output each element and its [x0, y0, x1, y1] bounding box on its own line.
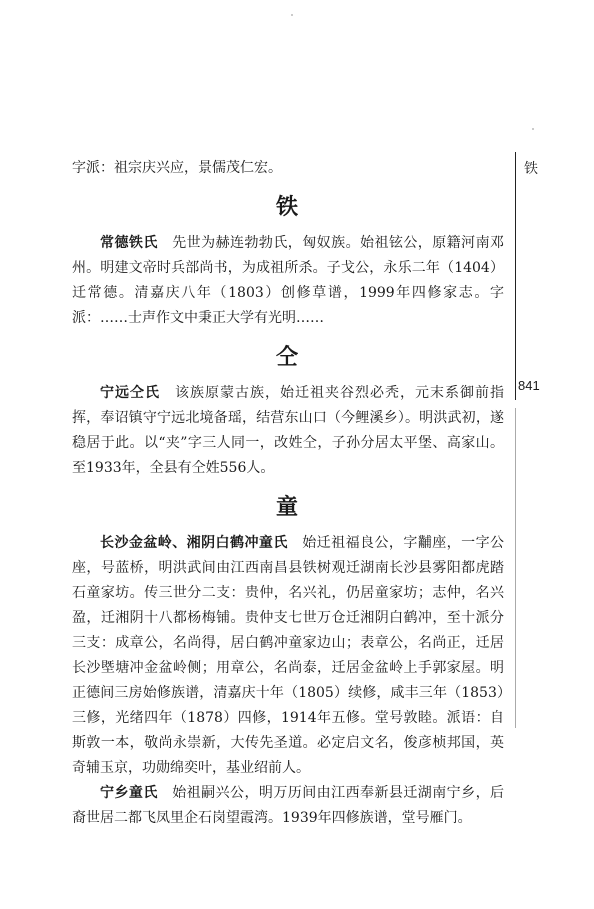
section-heading: 仝: [275, 344, 300, 370]
section-heading: 铁: [275, 194, 300, 220]
page-number: 841: [518, 378, 540, 393]
entry-name: 宁乡童氏: [100, 785, 158, 801]
entry-text: 始迁祖福良公，字黼座，一字公座，号蓝桥，明洪武间由江西南昌县铁树观迁湖南长沙县雾阳都虎踏石童家坊。传三世分二支：贵仲，名兴礼，仍居童家坊；志仲，名兴盈，迁湘阴十八都杨梅铺。贵仲支七世万仓迁湘阴白鹤冲，至十派分三支：成章公，名尚得，居白鹤冲童家边山；表章公，名尚正，迁居长沙塈塘冲金盆岭侧；用章公，名尚泰，迁居金盆岭上手郭家屋。明正德间三房始修族谱，清嘉庆十年（1805）续修，咸丰三年（1853）三修，光绪四年（1878）四修，1914年五修。堂号敦睦。派语：自斯敦一本，敬尚永崇新，大传先圣道。必定启文名，俊彦桢邦国，英奇辅玉京，功勋绵奕叶，基业绍前人。: [72, 535, 505, 776]
text-column: [72, 156, 504, 831]
section-tong: [72, 487, 504, 831]
section-heading: 童: [275, 494, 300, 520]
entry-text: 始祖嗣兴公，明万历间由江西奉新县迁湖南宁乡，后裔世居二都飞凤里企石岗望霞湾。1939年四修族谱，堂号雁门。: [72, 785, 505, 826]
entry-name: 长沙金盆岭、湘阴白鹤冲童氏: [100, 535, 288, 551]
entry-text: 该族原蒙古族，始迁祖夹谷烈必秃，元末系御前指挥，奉诏镇守宁远北境备瑶，结营东山口（今鲤溪乡）。明洪武初，遂稳居于此。以“夹”字三人同一，改姓仝，子孙分居太平堡、高家山。至1933年，全县有仝姓556人。: [72, 385, 504, 476]
entry-paragraph: [72, 381, 504, 481]
margin-rule: [515, 152, 516, 400]
side-tab-character: 铁: [524, 161, 538, 177]
entry-paragraph: [72, 531, 504, 781]
section-tie: [72, 187, 504, 331]
entry-name: 常德铁氏: [100, 235, 158, 251]
scan-speck: [291, 14, 293, 16]
entry-text: 先世为赫连勃勃氏，匈奴族。始祖铉公，原籍河南邓州。明建文帝时兵部尚书，为成祖所杀。子戈公，永乐二年（1404）迁常德。清嘉庆八年（1803）创修草谱，1999年四修家志。字派：……士声作文中秉正大学有光明……: [72, 235, 505, 326]
entry-name: 宁远仝氏: [100, 385, 160, 401]
carried-over-line: 字派：祖宗庆兴应，景儒茂仁宏。: [72, 160, 282, 176]
entry-paragraph: [72, 781, 504, 831]
entry-paragraph: [72, 231, 504, 331]
section-tong-ren: [72, 337, 504, 481]
scan-speck: [532, 128, 534, 130]
margin-rule-faint: [515, 408, 516, 728]
